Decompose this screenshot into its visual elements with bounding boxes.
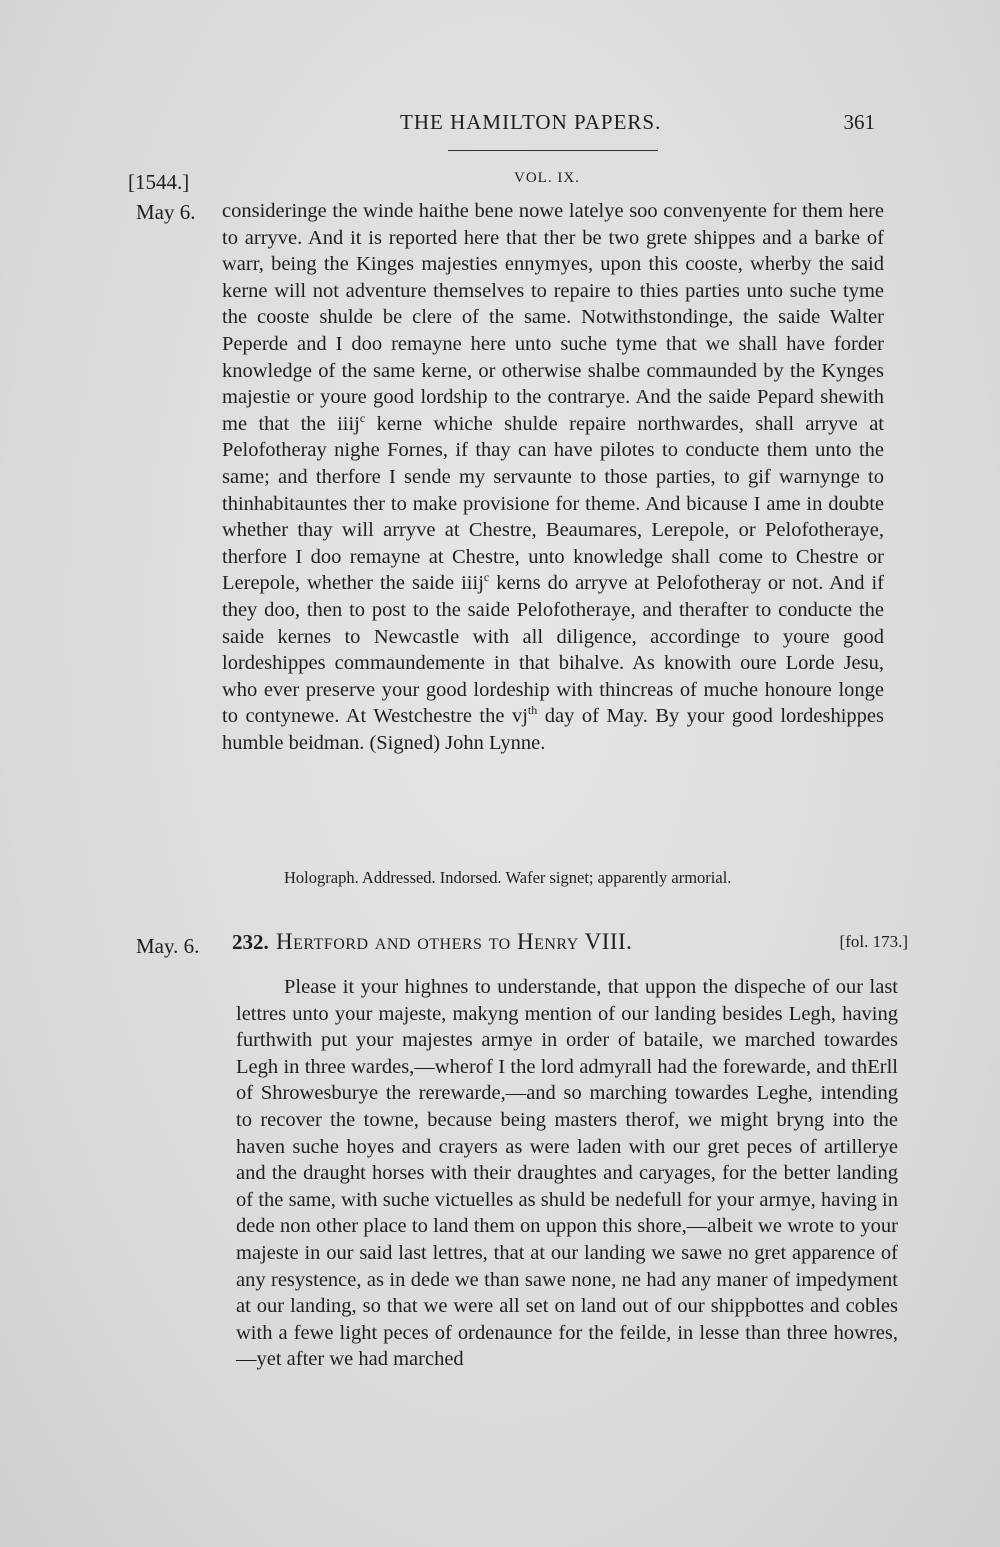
entry-title: Hertford and others to Henry VIII. <box>276 929 633 954</box>
entry-margin-date: May. 6. <box>136 934 200 958</box>
running-head <box>230 110 875 144</box>
archival-note: Holograph. Addressed. Indorsed. Wafer signet; apparently armorial. <box>284 868 732 887</box>
page-number: 361 <box>843 110 875 134</box>
superscript: c <box>359 410 366 425</box>
letter-paragraph: consideringe the winde haithe bene nowe latelye soo convenyente for them here to arryve. And it is reported here that ther be two grete shippes and a barke of warr, being the Kinges majesties ennymyes, upon this cooste, wherby the said kerne will not adventure themselves to repaire to thies parties unto suche tyme the cooste shulde be clere of the same. Notwithstondinge, the saide Walter Peperde and I doo remayne here unto suche tyme that we shall have forder knowledge of the same kerne, or otherwise shalbe commaunded by the Kynges majestie or youre good lordship to the contrarye. And the saide Pepard shewith me that the iiij$^c$ kerne whiche shulde repaire northwardes, shall arryve at Pelofotheray nighe Fornes, if thay can have pilotes to conducte them unto the same; and therfore I sende my servaunte to those parties, to gif warnynge to thinhabitauntes ther to make provisione for theme. And bicause I ame in doubte whether thay will arryve at Chestre, Beaumares, Lerepole, or Pelofotheraye, therfore I doo remayne at Chestre, unto knowledge shall come to Chestre or Lerepole, whether the saide iiij$^c$ kerns do arryve at Pelofotheray or not. And if they doo, then to post to the saide Pelofotheraye, and therafter to conducte the saide kernes to Newcastle with all diligence, accordinge to youre good lordeshippes commaundemente in that bihalve. As knowith oure Lorde Jesu, who ever preserve your good lordeship with thincreas of muche honoure longe to contynewe. At Westchestre the $vj^{th}$ day of May. By your good lordeshippes humble beidman. (Signed) John Lynne. <box>222 200 884 754</box>
year-marker: [1544.] <box>128 170 190 194</box>
volume-label: VOL. IX. <box>514 170 580 186</box>
running-title: THE HAMILTON PAPERS. <box>400 110 662 134</box>
letter-body <box>222 198 884 756</box>
folio-reference: [fol. 173.] <box>839 932 908 951</box>
entry-body <box>236 974 898 1373</box>
entry-number: 232. <box>232 930 269 954</box>
header-rule <box>448 150 658 151</box>
margin-date: May 6. <box>136 200 196 224</box>
superscript: c <box>483 570 490 585</box>
entry-heading <box>232 930 908 962</box>
superscript: th <box>527 703 538 718</box>
entry-paragraph: Please it your highnes to understande, that uppon the dispeche of our last lettres unto your majeste, makyng mention of our landing besides Legh, having furthwith put your majestes armye in order of bataile, we marched towardes Legh in three wardes,—wherof I the lord admyrall had the forewarde, and thErll of Shrowesburye the rerewarde,—and so marching towardes Leghe, intending to recover the towne, because being masters therof, we might bryng into the haven suche hoyes and crayers as were laden with our gret peces of artillerye and the draught horses with their draughtes and caryages, for the better landing of the same, with suche victuelles as shuld be nedefull for your armye, having in dede non other place to land them on uppon this shore,—albeit we wrote to your majeste in our said last lettres, that at our landing we sawe no gret apparence of any resystence, as in dede we than sawe none, ne had any maner of impedyment at our landing, so that we were all set on land out of our shippbottes and cobles with a fewe light peces of ordenaunce for the feilde, in lesse than three howres,—yet after we had marched <box>236 976 898 1371</box>
